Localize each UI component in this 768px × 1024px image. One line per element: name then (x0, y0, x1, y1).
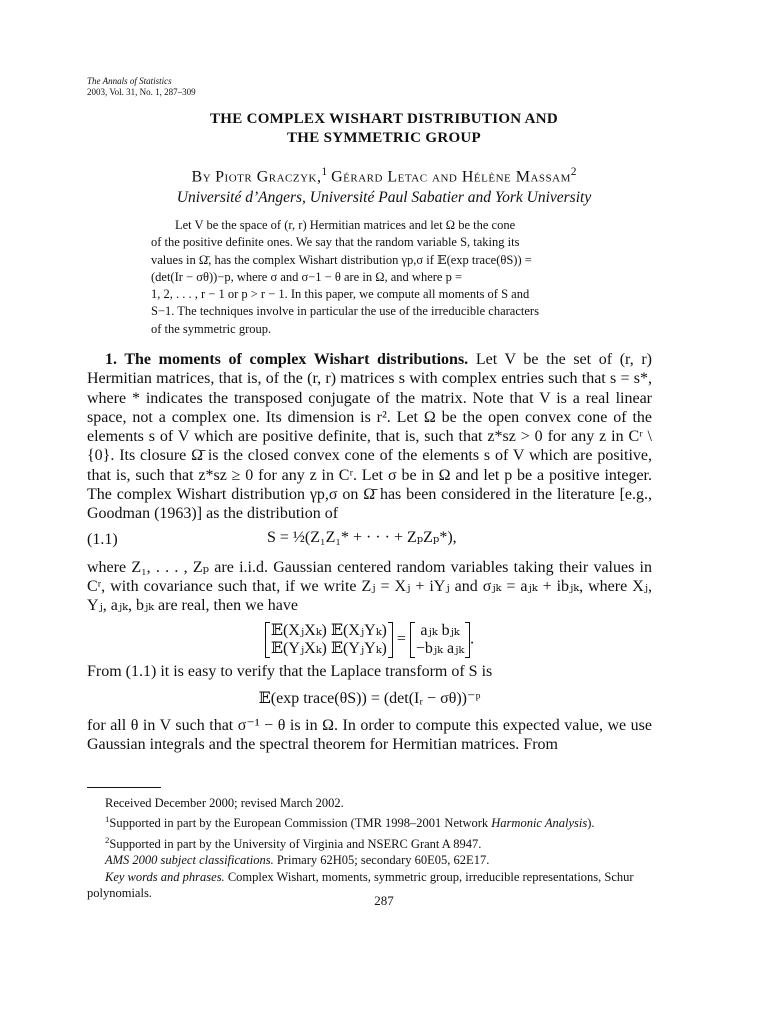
covariance-matrix-equation (87, 622, 652, 658)
footnote-1-mark: 1 (105, 814, 110, 825)
section-1-paragraph-4: for all θ in V such that σ⁻¹ − θ is in Ω. In order to compute this expected value, we use Gaussian integrals and the spectral theorem for Hermitian matrices. From (87, 717, 652, 754)
author-line (0, 162, 768, 187)
equation-1-1 (87, 528, 652, 556)
title-line-1: THE COMPLEX WISHART DISTRIBUTION AND (209, 111, 559, 127)
abstract (151, 217, 587, 338)
footnote-2-text: Supported in part by the University of Virginia and NSERC Grant A 8947. (109, 836, 482, 851)
section-1-heading: 1. The moments of complex Wishart distributions. (105, 351, 469, 368)
section-1-paragraph-1 (87, 350, 652, 524)
abstract-line-2: of the positive definite ones. We say that the random variable S, taking its (151, 235, 520, 250)
laplace-transform-equation: 𝔼(exp trace(θS)) = (det(Iᵣ − σθ))⁻ᵖ (258, 689, 481, 707)
matrix-period: . (470, 630, 475, 648)
received-dates: Received December 2000; revised March 2002. (105, 796, 344, 810)
footnote-1-end: ). (587, 816, 595, 831)
author-1: Piotr Graczyk, (215, 168, 322, 186)
footnote-rule (87, 787, 161, 788)
abstract-line-3: values in Ω̄, has the complex Wishart distribution γp,σ if 𝔼(exp trace(θS)) = (151, 252, 532, 267)
title-line-2: THE SYMMETRIC GROUP (286, 130, 482, 146)
footnote-1-text: Supported in part by the European Commission (TMR 1998–2001 Network (109, 816, 492, 831)
ams-classifications (87, 852, 652, 868)
section-1-paragraph-2: where Z₁, . . . , Zₚ are i.i.d. Gaussian centered random variables taking their values in Cʳ, with covariance such that, if we write Zⱼ = Xⱼ + iYⱼ and σⱼₖ = aⱼₖ + ibⱼₖ, where Xⱼ, Yⱼ, aⱼₖ, bⱼₖ are real, then we have (87, 558, 652, 615)
matrix-right-row-1: aⱼₖ bⱼₖ (420, 621, 460, 639)
section-1-paragraph-3: From (1.1) it is easy to verify that the Laplace transform of S is (87, 662, 493, 680)
matrix-equals: = (396, 630, 406, 648)
footnote-2 (87, 832, 652, 852)
journal-name: The Annals of Statistics (87, 76, 172, 86)
section-1-text-1: Let V be the set of (r, r) Hermitian matrices, that is, of the (r, r) matrices s with complex entries such that s = s*, where * indicates the transposed conjugate of the matrix. Note that V is a real linear space, not a complex one. Its dimension is r². Let Ω be the open convex cone of the elements s of V which are positive definite, that is, such that z*sz > 0 for any z in Cʳ \ {0}. Its closure Ω̄ is the closed convex cone of the elements s of V which are positive, that is, such that z*sz ≥ 0 for any z in Cʳ. Let σ be in Ω and let p be a positive integer. The complex Wishart distribution γp,σ on Ω̄ has been considered in the literature [e.g., Goodman (1963)] as the distribution of (87, 351, 653, 523)
journal-header (87, 76, 196, 98)
equation-body: S = ½(Z₁Z₁* + · · · + ZₚZₚ*), (267, 528, 457, 546)
matrix-right (410, 622, 470, 658)
author-2-3: Gérard Letac and Hélène Massam (331, 168, 571, 186)
keywords-text: Complex Wishart, moments, symmetric group, irreducible representations, Schur polynomials. (87, 869, 634, 900)
author-3-footnote-mark: 2 (570, 166, 577, 178)
by-label: By (191, 168, 212, 186)
abstract-line-1: Let V be the space of (r, r) Hermitian matrices and let Ω be the cone (175, 218, 516, 232)
abstract-line-4: (det(Ir − σθ))−p, where σ and σ−1 − θ are in Ω, and where p = (151, 269, 462, 284)
abstract-line-5: 1, 2, . . . , r − 1 or p > r − 1. In this paper, we compute all moments of S and (151, 287, 530, 302)
matrix-right-row-2: −bⱼₖ aⱼₖ (415, 639, 465, 657)
footnote-1 (87, 811, 652, 831)
ams-text: Primary 62H05; secondary 60E05, 62E17. (273, 853, 490, 868)
ams-label: AMS 2000 subject classifications. (105, 853, 274, 868)
footnote-2-mark: 2 (105, 834, 110, 845)
author-1-footnote-mark: 1 (321, 166, 328, 178)
abstract-line-6: S−1. The techniques involve in particular the use of the irreducible characters (151, 304, 539, 319)
volume-line: 2003, Vol. 31, No. 1, 287–309 (87, 87, 196, 97)
matrix-left (265, 622, 393, 658)
equation-number: (1.1) (87, 530, 118, 548)
page-number: 287 (374, 893, 394, 908)
affiliation: Université d’Angers, Université Paul Sabatier and York University (176, 189, 592, 206)
matrix-left-row-1: 𝔼(XⱼXₖ) 𝔼(XⱼYₖ) (270, 621, 387, 639)
footnote-1-italic: Harmonic Analysis (491, 816, 588, 831)
footnotes (87, 795, 652, 901)
paper-title (0, 110, 768, 148)
section-1 (87, 350, 652, 755)
abstract-line-7: of the symmetric group. (151, 321, 272, 336)
keywords-label: Key words and phrases. (105, 869, 225, 884)
matrix-left-row-2: 𝔼(YⱼXₖ) 𝔼(YⱼYₖ) (270, 639, 387, 657)
